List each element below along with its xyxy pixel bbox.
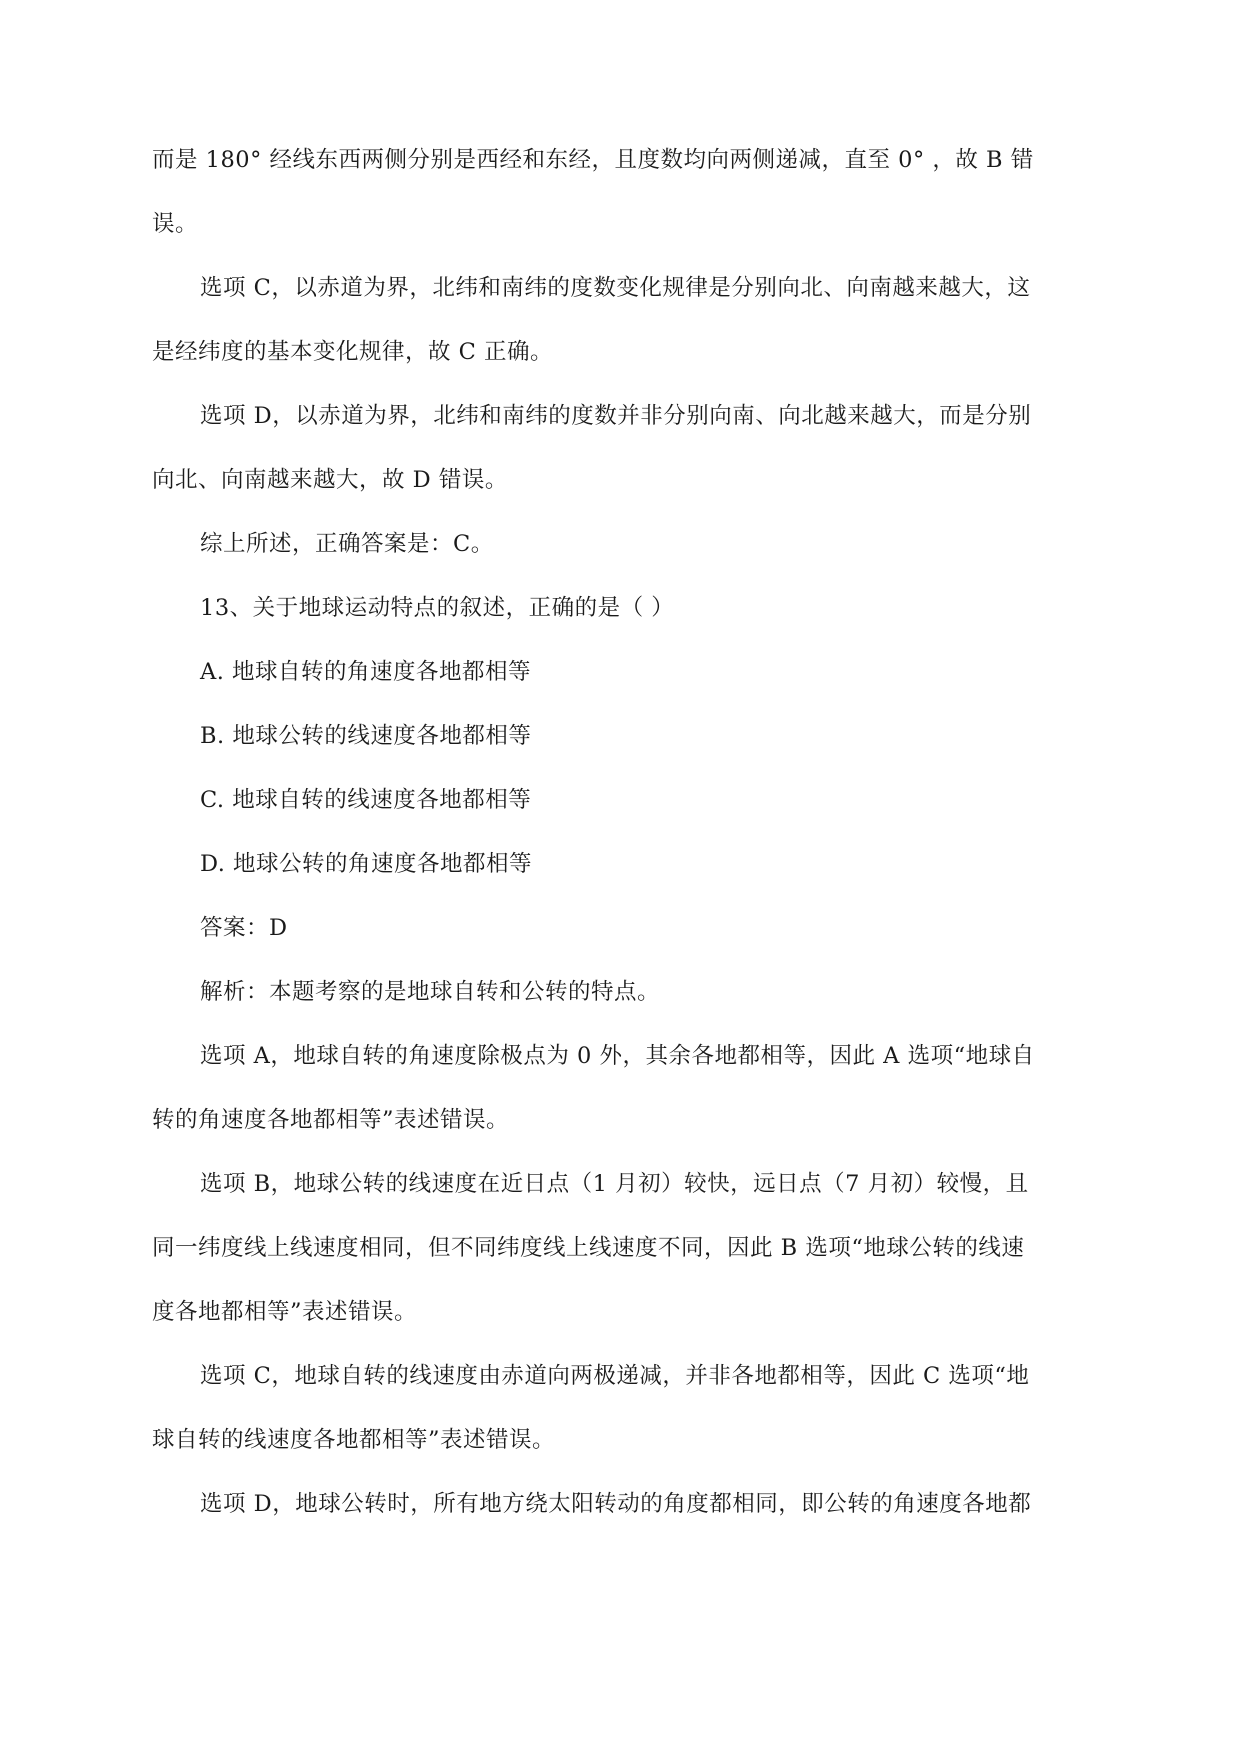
text-line: 误。: [152, 211, 199, 237]
paragraph-option-c-analysis: [152, 1360, 1092, 1456]
text-line: A. 地球自转的角速度各地都相等: [200, 659, 532, 685]
text-line: 同一纬度线上线速度相同，但不同纬度线上线速度不同，因此 B 选项“地球公转的线速: [152, 1235, 1025, 1261]
text-line: 解析：本题考察的是地球自转和公转的特点。: [200, 979, 661, 1005]
paragraph-option-b-continuation: [152, 144, 1092, 240]
text-line: 综上所述，正确答案是：C。: [200, 531, 494, 557]
paragraph-option-b-analysis: [152, 1168, 1092, 1328]
text-line: 选项 A，地球自转的角速度除极点为 0 外，其余各地都相等，因此 A 选项“地球自: [200, 1043, 1035, 1069]
text-line: 13、关于地球运动特点的叙述，正确的是（ ）: [200, 595, 675, 621]
text-line: 向北、向南越来越大，故 D 错误。: [152, 467, 508, 493]
choice-b: [152, 720, 1092, 752]
answer-line: [152, 912, 1092, 944]
paragraph-option-c-explanation: [152, 272, 1092, 368]
text-line: 选项 C，以赤道为界，北纬和南纬的度数变化规律是分别向北、向南越来越大，这: [200, 275, 1031, 301]
question-13-stem: [152, 592, 1092, 624]
text-line: C. 地球自转的线速度各地都相等: [200, 787, 532, 813]
text-line: 选项 D，以赤道为界，北纬和南纬的度数并非分别向南、向北越来越大，而是分别: [200, 403, 1032, 429]
text-line: 度各地都相等”表述错误。: [152, 1299, 418, 1325]
text-line: 而是 180° 经线东西两侧分别是西经和东经，且度数均向两侧递减，直至 0° ，故 B 错: [152, 147, 1034, 173]
choice-c: [152, 784, 1092, 816]
paragraph-option-a-analysis: [152, 1040, 1092, 1136]
text-line: 是经纬度的基本变化规律，故 C 正确。: [152, 339, 554, 365]
text-line: 答案：D: [200, 915, 288, 941]
text-line: B. 地球公转的线速度各地都相等: [200, 723, 532, 749]
document-body: [152, 144, 1092, 1552]
text-line: D. 地球公转的角速度各地都相等: [200, 851, 533, 877]
choice-a: [152, 656, 1092, 688]
text-line: 转的角速度各地都相等”表述错误。: [152, 1107, 510, 1133]
text-line: 球自转的线速度各地都相等”表述错误。: [152, 1427, 556, 1453]
text-line: 选项 C，地球自转的线速度由赤道向两极递减，并非各地都相等，因此 C 选项“地: [200, 1363, 1030, 1389]
paragraph-summary: [152, 528, 1092, 560]
text-line: 选项 D，地球公转时，所有地方绕太阳转动的角度都相同，即公转的角速度各地都: [200, 1491, 1032, 1517]
choice-d: [152, 848, 1092, 880]
paragraph-option-d-analysis: [152, 1488, 1092, 1520]
analysis-intro: [152, 976, 1092, 1008]
text-line: 选项 B，地球公转的线速度在近日点（1 月初）较快，远日点（7 月初）较慢，且: [200, 1171, 1029, 1197]
paragraph-option-d-explanation: [152, 400, 1092, 496]
